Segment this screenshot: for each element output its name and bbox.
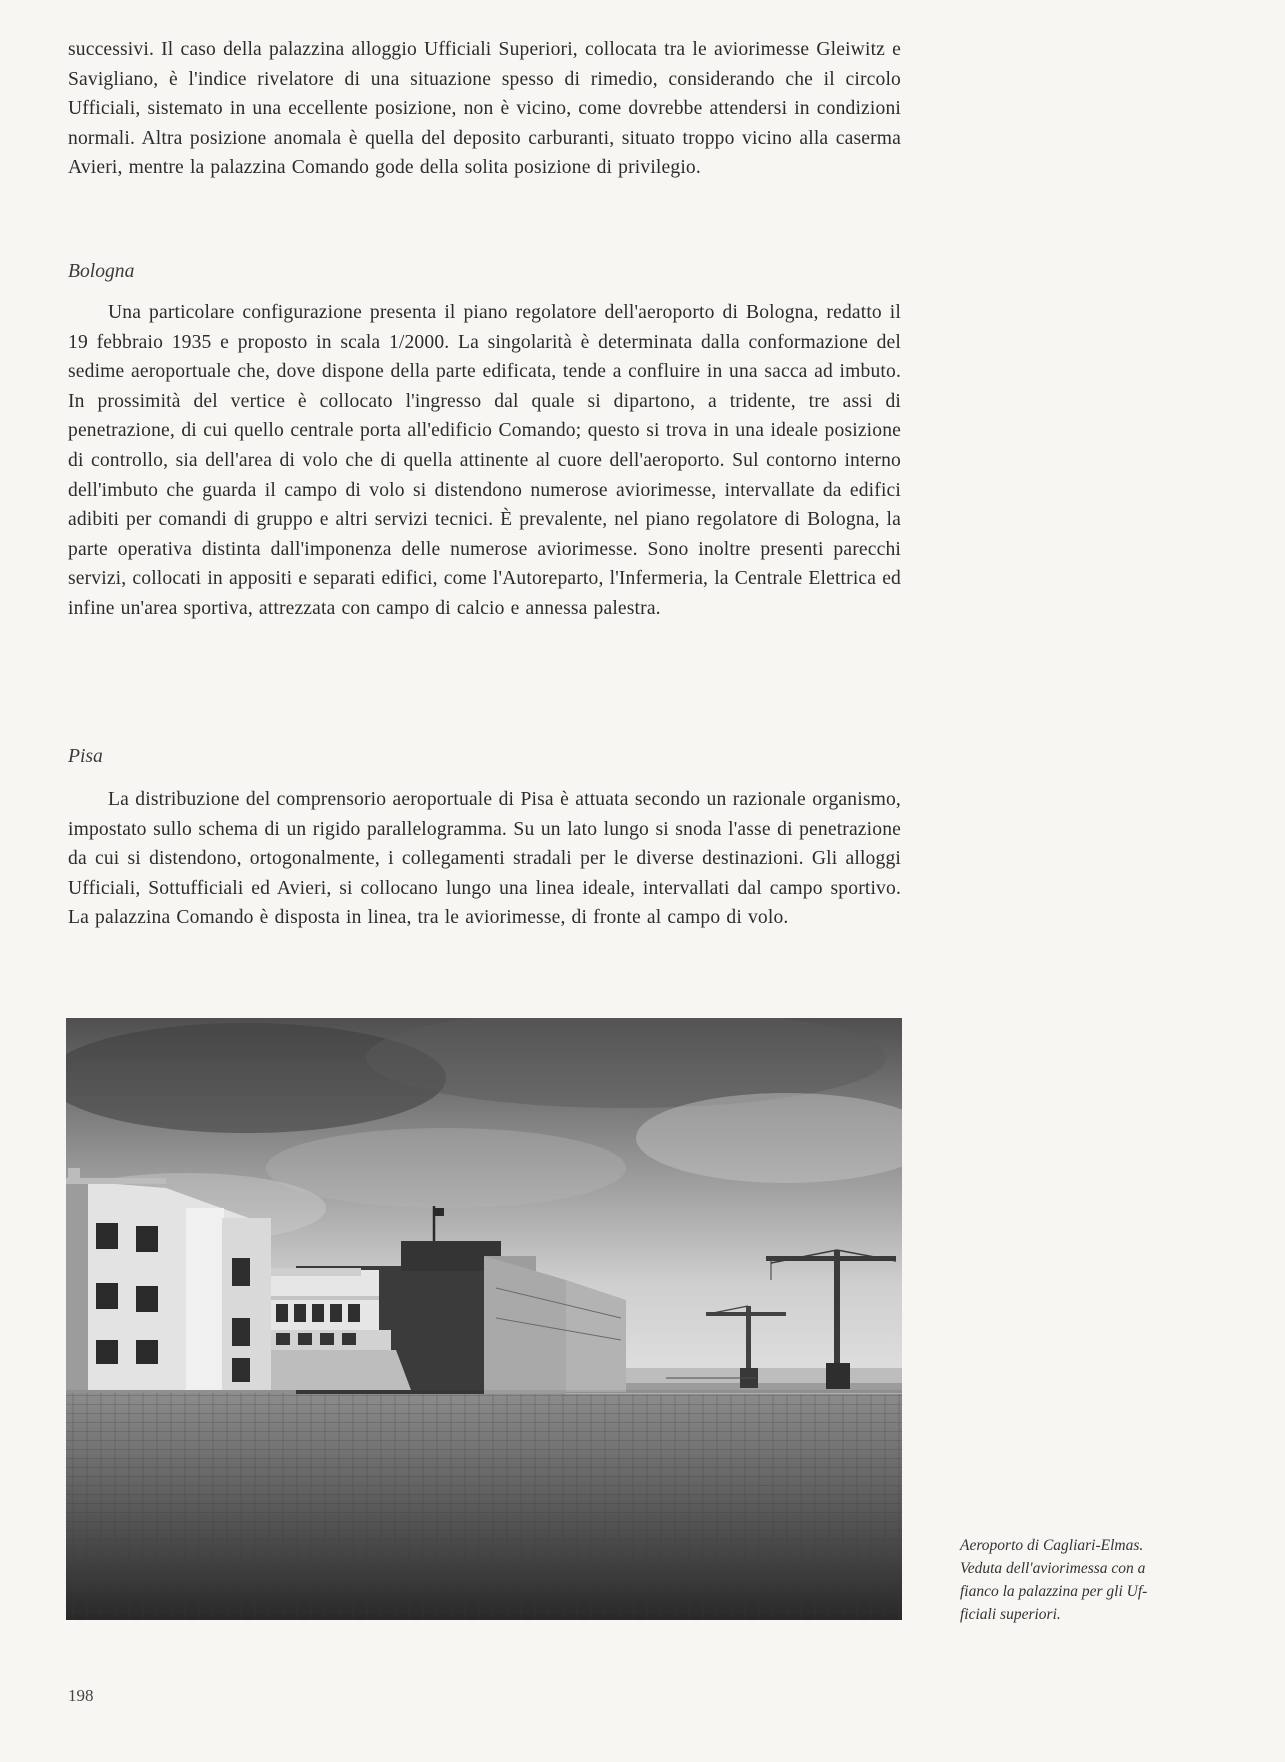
page-number: 198: [68, 1686, 94, 1705]
photograph-drawing: [66, 1018, 902, 1620]
section-paragraph-pisa: La distribuzione del comprensorio aeroportuale di Pisa è attuata secondo un razionale organismo, impostato sullo schema di un rigido parallelogramma. Su un lato lungo si snoda l'asse di penetrazione da cui si distendono, ortogonalmente, i collegamenti stradali per le diverse destinazioni. Gli alloggi Ufficiali, Sottufficiali ed Avieri, si collocano lungo una linea ideale, intervallati dal campo sportivo. La palazzina Comando è disposta in linea, tra le aviorimesse, di fronte al campo di volo.: [68, 789, 901, 929]
caption-line: Veduta dell'aviorimessa con a: [960, 1560, 1146, 1577]
caption-line: Aeroporto di Cagliari-Elmas.: [960, 1537, 1144, 1554]
caption-line: fianco la palazzina per gli Uf-: [960, 1583, 1148, 1600]
photograph-airport-hangar: [66, 1018, 902, 1620]
photo-caption: [960, 1534, 1215, 1626]
section-heading-bologna: Bologna: [68, 261, 135, 282]
section-heading-pisa: Pisa: [68, 746, 103, 767]
section-paragraph-bologna: Una particolare configurazione presenta il piano regolatore dell'aeroporto di Bologna, redatto il 19 febbraio 1935 e proposto in scala 1/2000. La singolarità è determinata dalla conformazione del sedime aeroportuale che, dove dispone della parte edificata, tende a confluire in una sacca ad imbuto. In prossimità del vertice è collocato l'ingresso dal quale si dipartono, a tridente, tre assi di penetrazione, di cui quello centrale porta all'edificio Comando; questo si trova in una ideale posizione di controllo, sia dell'area di volo che di quella attinente al cuore dell'aeroporto. Sul contorno interno dell'imbuto che guarda il campo di volo si distendono numerose aviorimesse, intervallate da edifici adibiti per comandi di gruppo e altri servizi tecnici. È prevalente, nel piano regolatore di Bologna, la parte operativa distinta dall'imponenza delle numerose aviorimesse. Sono inoltre presenti parecchi servizi, collocati in appositi e separati edifici, come l'Autoreparto, l'Infermeria, la Centrale Elettrica ed infine un'area sportiva, attrezzata con campo di calcio e annessa palestra.: [68, 302, 901, 619]
intro-paragraph: successivi. Il caso della palazzina alloggio Ufficiali Superiori, collocata tra le aviorimesse Gleiwitz e Savigliano, è l'indice rivelatore di una situazione spesso di rimedio, considerando che il circolo Ufficiali, sistemato in una eccellente posizione, non è vicino, come dovrebbe attendersi in condizioni normali. Altra posizione anomala è quella del deposito carburanti, situato troppo vicino alla caserma Avieri, mentre la palazzina Comando gode della solita posizione di privilegio.: [68, 39, 901, 179]
caption-line: ficiali superiori.: [960, 1606, 1061, 1623]
